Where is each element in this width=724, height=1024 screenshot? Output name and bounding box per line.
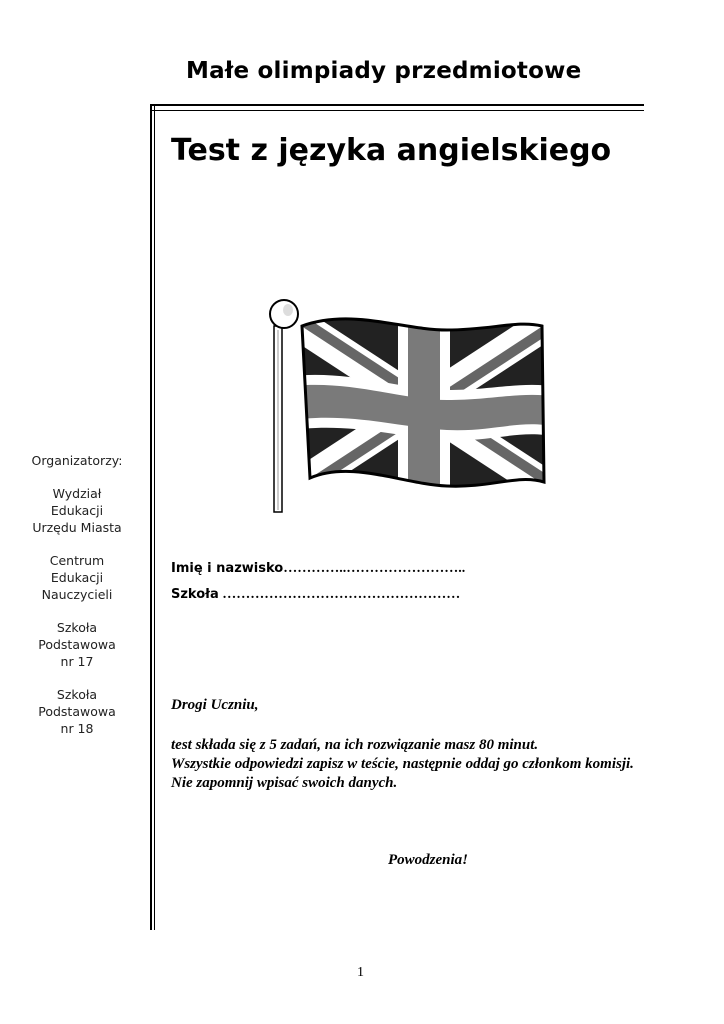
name-field[interactable] xyxy=(171,561,465,577)
name-label: Imię i nazwisko xyxy=(171,561,284,576)
page-number: 1 xyxy=(357,965,364,980)
letter-line: test składa się z 5 zadań, na ich rozwiązanie masz 80 minut. xyxy=(171,737,539,753)
top-rule xyxy=(150,104,644,111)
school-label: Szkoła xyxy=(171,587,219,602)
header-title: Małe olimpiady przedmiotowe xyxy=(186,58,582,84)
page-title: Test z języka angielskiego xyxy=(171,133,612,168)
letter-greeting: Drogi Uczniu, xyxy=(171,697,259,713)
letter-body xyxy=(171,736,651,793)
letter-closing: Powodzenia! xyxy=(388,852,469,868)
organizer-item: Centrum Edukacji Nauczycieli xyxy=(41,553,113,602)
organizer-item: Szkoła Podstawowa nr 18 xyxy=(38,687,116,736)
organizer-item: Wydział Edukacji Urzędu Miasta xyxy=(32,486,122,535)
school-blank[interactable]: …………………………………………… xyxy=(218,587,461,602)
letter-line: Wszystkie odpowiedzi zapisz w teście, następnie oddaj go członkom komisji. xyxy=(171,756,634,772)
letter-line: Nie zapomnij wpisać swoich danych. xyxy=(171,775,398,791)
organizer-item: Szkoła Podstawowa nr 17 xyxy=(38,620,116,669)
school-field[interactable] xyxy=(171,587,460,603)
organizers-label: Organizatorzy: xyxy=(31,453,123,468)
organizers-sidebar xyxy=(0,452,154,753)
name-blank[interactable]: …………..…………………….. xyxy=(283,561,466,576)
union-jack-flag-icon xyxy=(262,290,554,522)
